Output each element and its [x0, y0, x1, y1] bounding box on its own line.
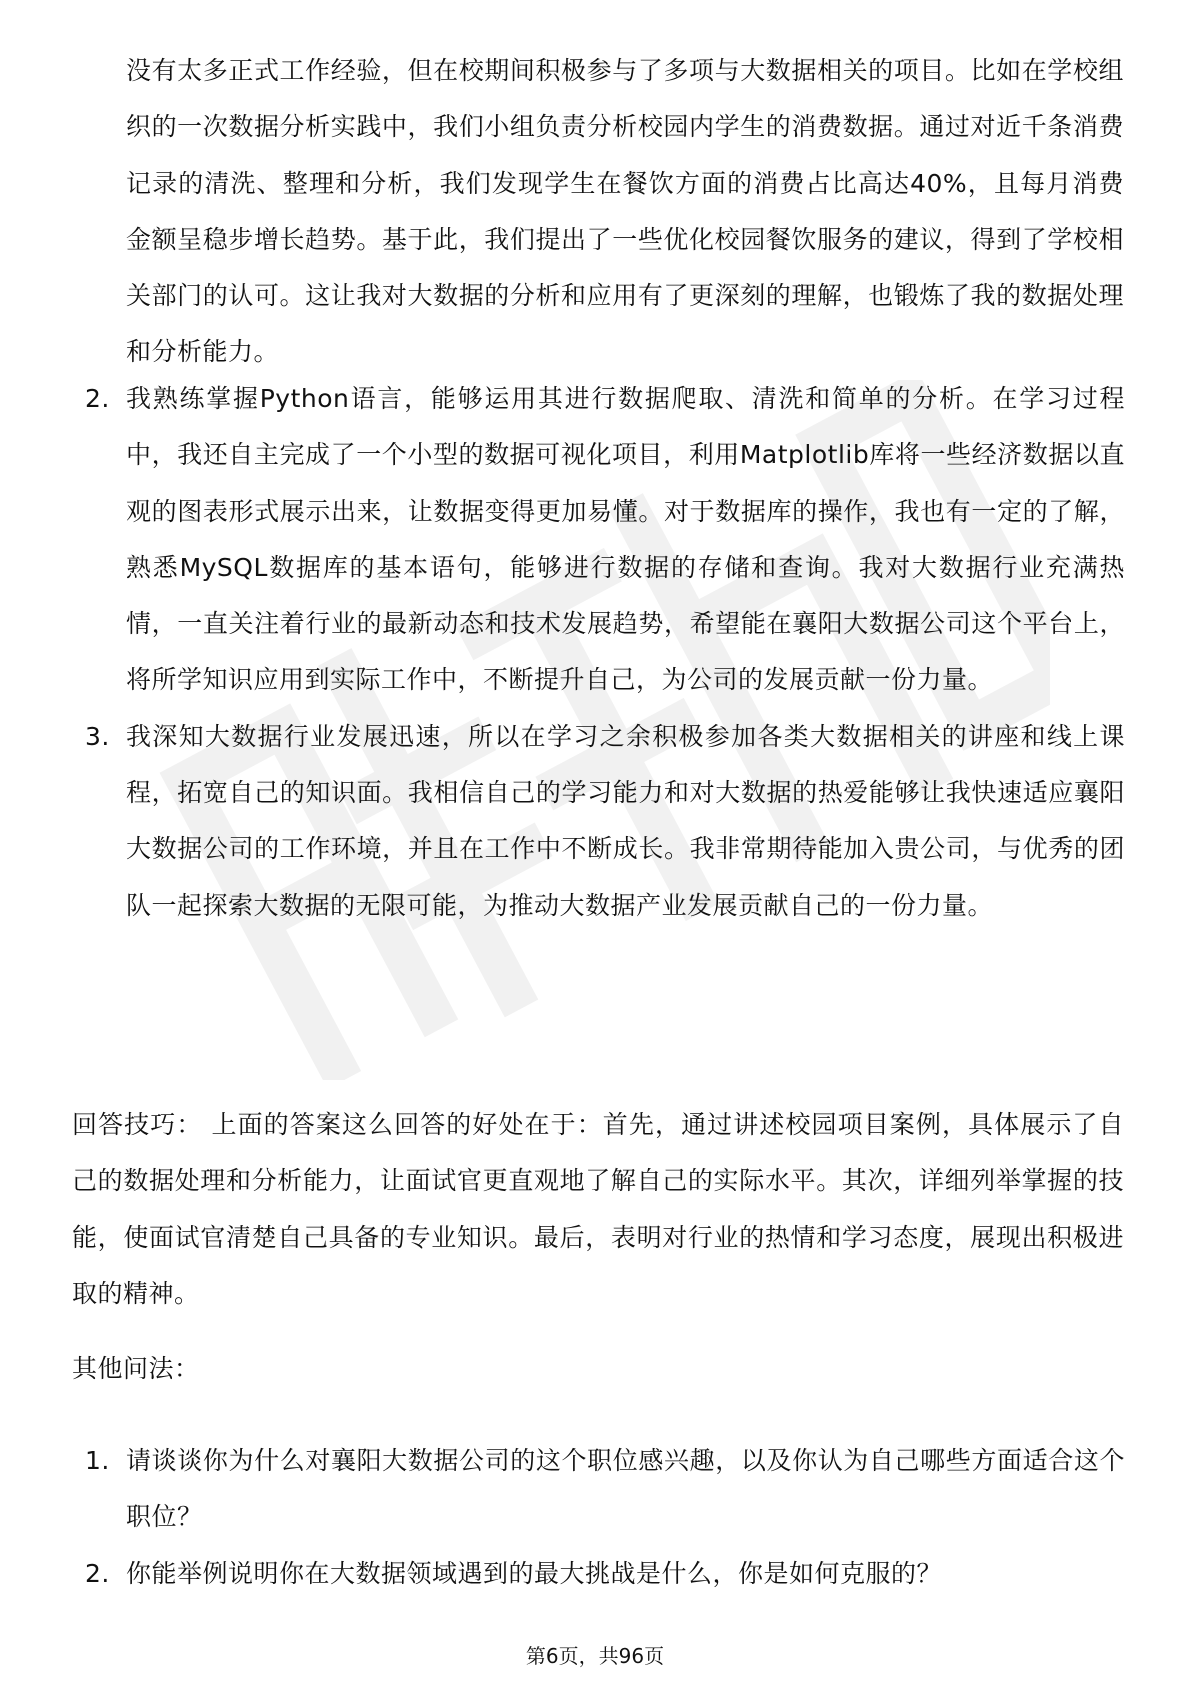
list-item-number: 2. [85, 1558, 110, 1588]
list-item-number: 3. [85, 721, 110, 751]
list-item [85, 371, 1125, 709]
list-item [85, 1433, 1125, 1546]
list-item-text: 我熟练掌握Python语言，能够运用其进行数据爬取、清洗和简单的分析。在学习过程中，我还自主完成了一个小型的数据可视化项目，利用Matplotlib库将一些经济数据以直观的图表形式展示出来，让数据变得更加易懂。对于数据库的操作，我也有一定的了解，熟悉MySQL数据库的基本语句，能够进行数据的存储和查询。我对大数据行业充满热情，一直关注着行业的最新动态和技术发展趋势，希望能在襄阳大数据公司这个平台上，将所学知识应用到实际工作中，不断提升自己，为公司的发展贡献一份力量。 [126, 384, 1125, 695]
page-footer: 第6页，共96页 [525, 1644, 665, 1668]
list-item-text: 请谈谈你为什么对襄阳大数据公司的这个职位感兴趣，以及你认为自己哪些方面适合这个职位？ [126, 1446, 1125, 1532]
list-item-number: 1. [85, 1446, 110, 1475]
other-questions-heading: 其他问法： [72, 1354, 200, 1383]
continuation-paragraph: 没有太多正式工作经验，但在校期间积极参与了多项与大数据相关的项目。比如在学校组织的一次数据分析实践中，我们小组负责分析校园内学生的消费数据。通过对近千条消费记录的清洗、整理和分析，我们发现学生在餐饮方面的消费占比高达40%，且每月消费金额呈稳步增长趋势。基于此，我们提出了一些优化校园餐饮服务的建议，得到了学校相关部门的认可。这让我对大数据的分析和应用有了更深刻的理解，也锻炼了我的数据处理和分析能力。 [126, 56, 1124, 367]
list-item-text: 你能举例说明你在大数据领域遇到的最大挑战是什么，你是如何克服的？ [126, 1558, 943, 1588]
list-item [85, 1546, 1125, 1602]
list-item [85, 709, 1125, 934]
list-item-text: 我深知大数据行业发展迅速，所以在学习之余积极参加各类大数据相关的讲座和线上课程，拓宽自己的知识面。我相信自己的学习能力和对大数据的热爱能够让我快速适应襄阳大数据公司的工作环境，并且在工作中不断成长。我非常期待能加入贵公司，与优秀的团队一起探索大数据的无限可能，为推动大数据产业发展贡献自己的一份力量。 [126, 721, 1125, 920]
answer-tips-paragraph: 回答技巧： 上面的答案这么回答的好处在于：首先，通过讲述校园项目案例，具体展示了自己的数据处理和分析能力，让面试官更直观地了解自己的实际水平。其次，详细列举掌握的技能，使面试官清楚自己具备的专业知识。最后，表明对行业的热情和学习态度，展现出积极进取的精神。 [72, 1110, 1124, 1308]
answer-list [85, 371, 1125, 934]
list-item-number: 2. [85, 384, 110, 413]
other-questions-list [85, 1433, 1125, 1602]
